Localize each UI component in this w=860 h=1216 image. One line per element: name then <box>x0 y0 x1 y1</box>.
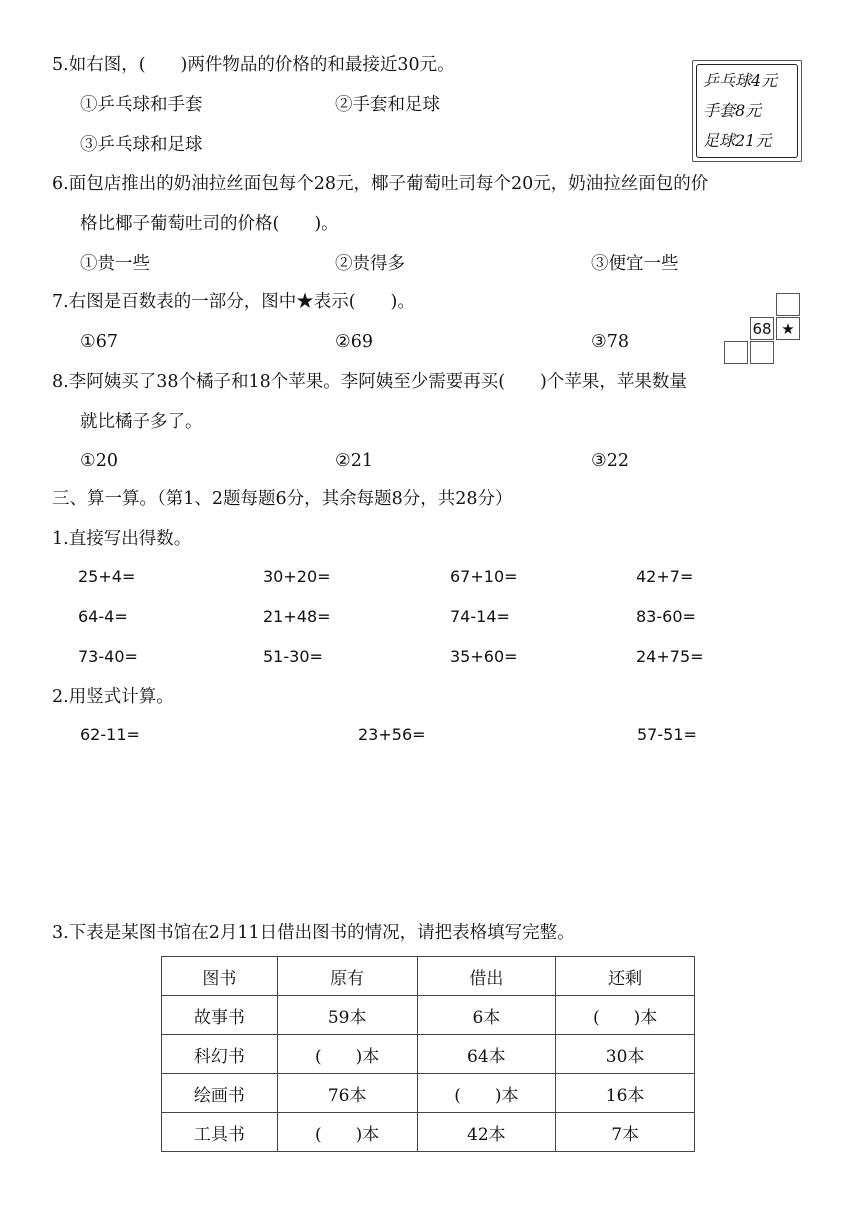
table-header: 原有 <box>277 957 417 996</box>
calc-item: 73-40= <box>78 647 138 666</box>
calc-item: 74-14= <box>450 607 510 626</box>
table-cell: 64本 <box>417 1035 556 1074</box>
price-pingpong: 乒乓球4元 <box>703 71 778 90</box>
vertical-calc-item: 23+56= <box>358 725 426 744</box>
calc-item: 24+75= <box>636 647 704 666</box>
table-cell: ( )本 <box>277 1113 417 1152</box>
table-cell: 59本 <box>277 996 417 1035</box>
table-row <box>162 996 695 1035</box>
table-cell: 绘画书 <box>162 1074 278 1113</box>
table-row <box>162 1113 695 1152</box>
table-cell: 30本 <box>556 1035 695 1074</box>
q8-stem-line2: 就比橘子多了。 <box>80 412 203 432</box>
table-cell: 故事书 <box>162 996 278 1035</box>
vertical-calc-item: 62-11= <box>80 725 140 744</box>
table-cell: ( )本 <box>277 1035 417 1074</box>
calc-item: 64-4= <box>78 607 128 626</box>
q7-option-2: ②69 <box>335 332 373 352</box>
table-cell: ( )本 <box>556 996 695 1035</box>
table-row <box>162 1074 695 1113</box>
q6-option-2: ②贵得多 <box>335 254 405 274</box>
price-football: 足球21元 <box>703 131 772 150</box>
price-glove: 手套8元 <box>703 101 762 120</box>
q7-stem: 7.右图是百数表的一部分，图中★表示( )。 <box>52 292 415 312</box>
q8-option-1: ①20 <box>80 451 118 471</box>
part1-title: 1.直接写出得数。 <box>52 529 192 549</box>
table-cell: 科幻书 <box>162 1035 278 1074</box>
table-row <box>162 1035 695 1074</box>
library-table <box>161 956 695 1152</box>
table-cell: 工具书 <box>162 1113 278 1152</box>
q8-option-2: ②21 <box>335 451 373 471</box>
grid-cell-bottom-left <box>724 341 748 364</box>
grid-cell-top <box>776 293 800 316</box>
calc-item: 51-30= <box>263 647 323 666</box>
q8-option-3: ③22 <box>591 451 629 471</box>
q6-stem-line2: 格比椰子葡萄吐司的价格( )。 <box>80 214 339 234</box>
table-cell: 76本 <box>277 1074 417 1113</box>
table-cell: 42本 <box>417 1113 556 1152</box>
part2-title: 2.用竖式计算。 <box>52 687 174 707</box>
q8-stem-line1: 8.李阿姨买了38个橘子和18个苹果。李阿姨至少需要再买( )个苹果，苹果数量 <box>52 372 687 392</box>
q6-option-1: ①贵一些 <box>80 254 150 274</box>
star-icon: ★ <box>776 317 800 340</box>
table-cell: 6本 <box>417 996 556 1035</box>
calc-item: 21+48= <box>263 607 331 626</box>
calc-item: 67+10= <box>450 567 518 586</box>
q5-option-1: ①乒乓球和手套 <box>80 95 203 115</box>
calc-item: 35+60= <box>450 647 518 666</box>
q5-option-2: ②手套和足球 <box>335 95 440 115</box>
grid-cell-bottom-middle <box>750 341 774 364</box>
part3-title: 3.下表是某图书馆在2月11日借出图书的情况，请把表格填写完整。 <box>52 923 575 943</box>
table-cell: 16本 <box>556 1074 695 1113</box>
table-cell: ( )本 <box>417 1074 556 1113</box>
q5-option-3: ③乒乓球和足球 <box>80 135 203 155</box>
section3-heading: 三、算一算。（第1、2题每题6分，其余每题8分，共28分） <box>52 489 513 509</box>
price-card <box>692 60 802 162</box>
calc-item: 42+7= <box>636 567 694 586</box>
q5-stem: 5.如右图，( )两件物品的价格的和最接近30元。 <box>52 55 455 75</box>
calc-item: 83-60= <box>636 607 696 626</box>
q6-option-3: ③便宜一些 <box>591 254 679 274</box>
table-header: 还剩 <box>556 957 695 996</box>
q7-option-3: ③78 <box>591 332 629 352</box>
hundred-chart-fragment <box>724 293 800 365</box>
table-header-row <box>162 957 695 996</box>
calc-item: 25+4= <box>78 567 136 586</box>
table-cell: 7本 <box>556 1113 695 1152</box>
calc-item: 30+20= <box>263 567 331 586</box>
table-header: 借出 <box>417 957 556 996</box>
q7-option-1: ①67 <box>80 332 118 352</box>
q6-stem-line1: 6.面包店推出的奶油拉丝面包每个28元，椰子葡萄吐司每个20元，奶油拉丝面包的价 <box>52 174 709 194</box>
grid-cell-number: 68 <box>750 317 774 340</box>
vertical-calc-item: 57-51= <box>637 725 697 744</box>
table-header: 图书 <box>162 957 278 996</box>
